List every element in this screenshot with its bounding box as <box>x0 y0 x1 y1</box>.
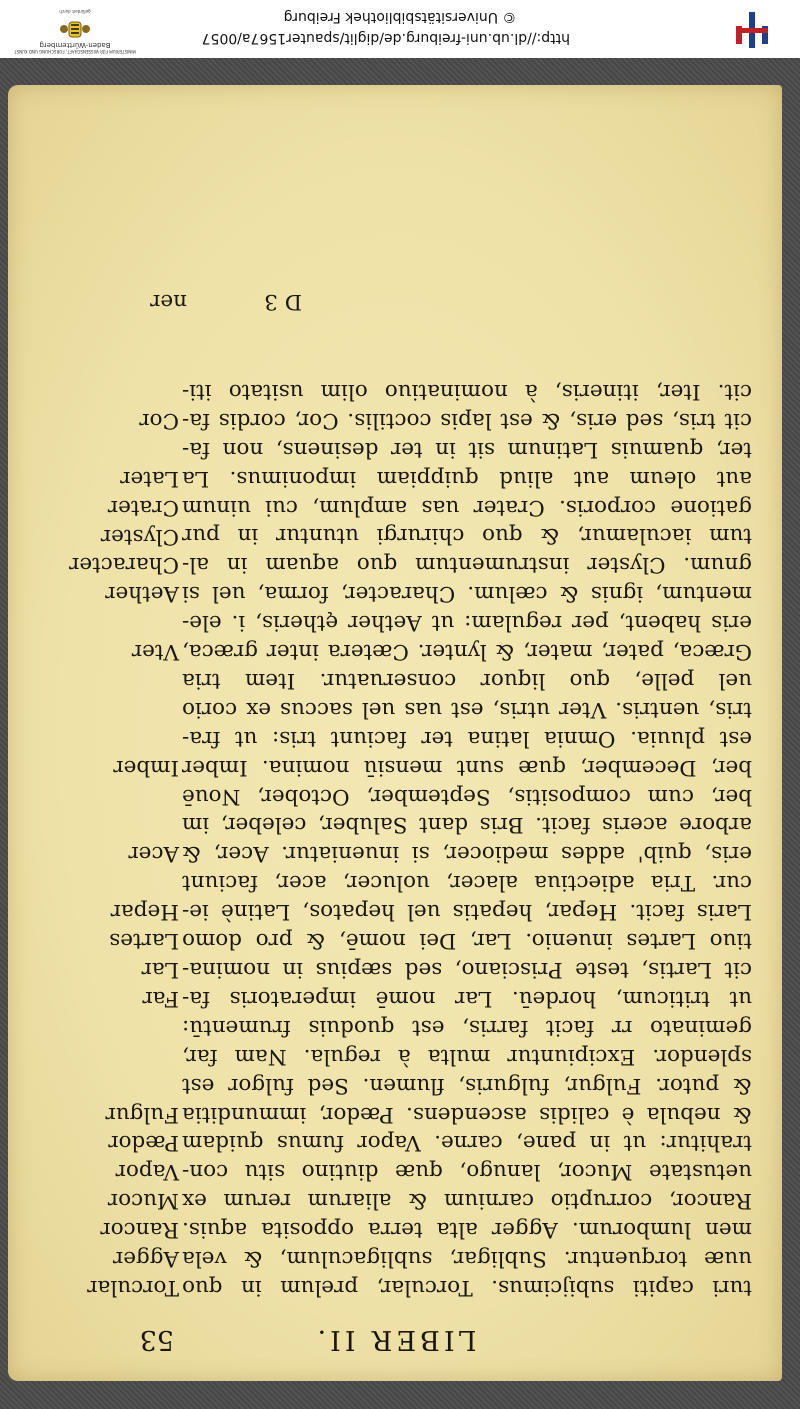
copyright-notice: © Universitätsbibliothek Freiburg <box>283 9 517 25</box>
state-crest-icon <box>58 19 92 39</box>
margin-note: Torcular <box>87 1275 179 1300</box>
text-line: turi capiti subijcimus. Torcular, prelum in quo <box>182 1275 752 1300</box>
running-head-title: LIBER II. <box>313 1324 477 1355</box>
margin-note: Hepar <box>110 899 179 925</box>
margin-note: Cor <box>139 408 179 433</box>
margin-note: Agger <box>112 1246 179 1272</box>
text-line: cit. Iter, itineris, à nominatiuo olim usitato iti- <box>182 378 752 404</box>
margin-note: Clyster <box>100 523 179 549</box>
margin-note: Mucor <box>107 1188 179 1214</box>
signature-mark: D 3 <box>264 289 302 314</box>
text-line: ber, cum compositis, September, October, Nouē <box>182 783 752 809</box>
margin-note: Vapor <box>115 1159 179 1185</box>
text-line: mentum, ignis & cælum. Character, forma, uel si <box>182 581 752 607</box>
text-line: Græca, pater, mater, & lynter. Cætera inter græca, <box>182 639 752 665</box>
margin-note: Lar <box>141 957 179 983</box>
text-line: gatione corporis. Crater uas amplum, cui uinum <box>182 494 752 520</box>
margin-note: Rancor <box>100 1217 179 1243</box>
text-line: Rancor, corruptio carnium & aliarum rerum ex <box>182 1188 752 1214</box>
margin-note: Later <box>120 465 179 491</box>
text-line: tum iaculamur, & quo chirurgi utuntur in pur <box>182 523 752 549</box>
margin-note: Far <box>142 986 179 1011</box>
sponsor-block <box>10 4 140 54</box>
margin-note: Fulgur <box>105 1101 179 1127</box>
text-line: ter, quamuis Latinum sit in ter desinens, non fa- <box>182 436 752 462</box>
margin-note: Lartes <box>109 928 179 954</box>
text-line: eris habent, per regulam: ut Aether ętheris, i. ele- <box>182 610 752 636</box>
text-line: uuæ torquentur. Subligar, subligaculum, & vela <box>182 1246 752 1272</box>
text-line: & nebula è calidis ascendens. Pædor, immunditia <box>182 1101 752 1127</box>
text-line: cur. Tria adiectiua alacer, uolucer, acer, faciunt <box>182 870 752 896</box>
text-line: arbore aceris facit. Bris dant Saluber, celeber, im <box>182 812 752 838</box>
text-line: men lumborum. Agger alta terra opposita aquis. <box>182 1217 752 1243</box>
margin-note: Crater <box>107 494 179 520</box>
text-line: tris, uentris. Vter utris, est uas uel saccus ex corio <box>182 696 752 722</box>
text-line: eris, quib' addes mediocer, si inueniatur. Acer, & <box>182 841 752 867</box>
text-line: est pluuia. Omnia latina ter faciunt tris: ut fra- <box>182 725 752 751</box>
body-text <box>182 376 752 1301</box>
text-line: tiuo Lartes inuenio. Lar, Dei nomē, & pro domo <box>182 928 752 954</box>
text-line: trahitur: ut in pane, carne. Vapor fumus quidam <box>182 1130 752 1156</box>
margin-note: Imber <box>113 754 179 780</box>
text-line: Laris facit. Hepar, hepatis uel hepatos, Latinè ie- <box>182 899 752 925</box>
library-logo-icon <box>732 10 772 50</box>
text-line: uetustate Mucor, lanugo, quæ diutino situ con- <box>182 1159 752 1185</box>
signature-line <box>42 284 442 314</box>
text-line: & putor. Fulgur, fulguris, flumen. Sed fulgor est <box>182 1072 752 1098</box>
margin-note: Aether <box>105 581 179 607</box>
text-line: uel pelle, quo liquor conseruatur. Item tria <box>182 667 752 693</box>
page-url[interactable]: http://dl.ub.uni-freiburg.de/diglit/spauter1567a/0057 <box>201 30 570 46</box>
sponsor-ministry: MINISTERIUM FÜR WISSENSCHAFT, FORSCHUNG UND KUNST <box>14 49 136 54</box>
text-line: gnum. Clyster instrumentum quo aquam in al- <box>182 552 752 578</box>
running-head <box>8 1315 782 1355</box>
text-line: aut oleum aut aliud quippiam imponimus. La <box>182 465 752 491</box>
margin-note: Pædor <box>108 1130 179 1156</box>
header-bar <box>0 0 800 58</box>
catchword: ner <box>150 289 187 314</box>
book-page <box>8 85 782 1381</box>
text-line: geminato rr facit farris, est quoduis frumentū: <box>182 1014 752 1040</box>
binding-background <box>0 58 800 1409</box>
sponsor-state: Baden-Württemberg <box>39 41 111 49</box>
text-line: ber, December, quæ sunt mensiū nomina. Imber <box>182 754 752 780</box>
folio-number: 53 <box>139 1324 174 1355</box>
text-line: ut triticum, hordeū. Lar nomē imperatoris fa- <box>182 985 752 1011</box>
text-line: cit tris, sed eris, & est lapis coctilis. Cor, cordis fa- <box>182 407 752 433</box>
sponsor-label: gefördert durch <box>59 9 91 14</box>
margin-note: Acer <box>128 841 179 867</box>
text-line: cit Lartis, teste Prisciano, sed sæpius in nomina- <box>182 957 752 983</box>
margin-note: Vter <box>131 639 179 665</box>
text-line: splendor. Excipiuntur multa à regula. Nam far, <box>182 1043 752 1069</box>
margin-note: Character <box>69 552 179 578</box>
